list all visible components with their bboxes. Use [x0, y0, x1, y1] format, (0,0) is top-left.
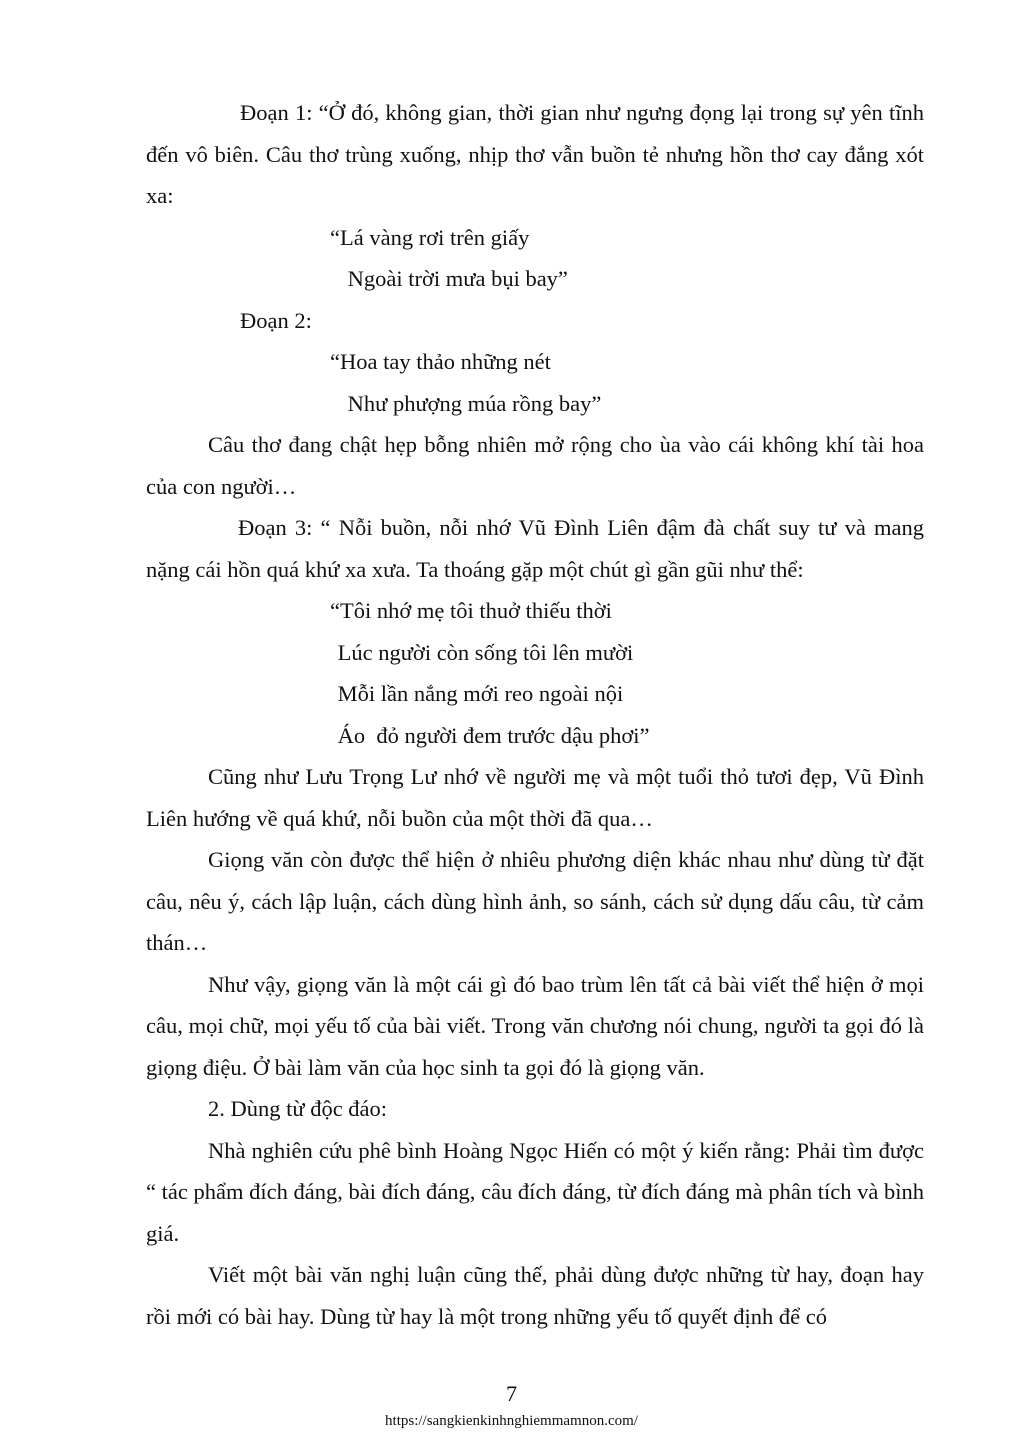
verse-line: “Hoa tay thảo những nét — [330, 349, 551, 374]
paragraph-conclusion: Như vậy, giọng văn là một cái gì đó bao trùm lên tất cả bài viết thể hiện ở mọi câu, mọi chữ, mọi yếu tố của bài viết. Trong văn chương nói chung, người ta gọi đó là giọng điệu. Ở bài làm văn của học sinh ta gọi đó là giọng văn. — [146, 971, 924, 1080]
paragraph-comment-2: Câu thơ đang chật hẹp bỗng nhiên mở rộng cho ùa vào cái không khí tài hoa của con người… — [146, 432, 924, 499]
paragraph-comparison: Cũng như Lưu Trọng Lư nhớ về người mẹ và một tuổi thỏ tươi đẹp, Vũ Đình Liên hướng về quá khứ, nỗi buồn của một thời đã qua… — [146, 764, 924, 831]
paragraph-quote-hoang-ngoc-hien: Nhà nghiên cứu phê bình Hoàng Ngọc Hiến có một ý kiến rằng: Phải tìm được “ tác phẩm đích đáng, bài đích đáng, câu đích đáng, từ đích đáng mà phân tích và bình giá. — [146, 1137, 924, 1246]
verse-line: Áo đỏ người đem trước dậu phơi” — [332, 722, 650, 748]
paragraph-doan-1: Đoạn 1: “Ở đó, không gian, thời gian như ngưng đọng lại trong sự yên tĩnh đến vô biên. Câu thơ trùng xuống, nhịp thơ vẫn buồn tẻ nhưng hồn thơ cay đắng xót xa: — [146, 100, 924, 208]
verse-line: Như phượng múa rồng bay” — [342, 390, 602, 416]
page-body — [146, 92, 924, 1337]
verse-line: Lúc người còn sống tôi lên mười — [332, 639, 634, 665]
footer-url: https://sangkienkinhnghiemmamnon.com/ — [385, 1413, 638, 1429]
paragraph-doan-3: Đoạn 3: “ Nỗi buồn, nỗi nhớ Vũ Đình Liên đậm đà chất suy tư và mang nặng cái hồn quá khứ xa xưa. Ta thoáng gặp một chút gì gần gũi như thể: — [146, 515, 924, 582]
verse-line: Mỗi lần nắng mới reo ngoài nội — [332, 681, 624, 706]
paragraph-word-choice: Viết một bài văn nghị luận cũng thế, phải dùng được những từ hay, đoạn hay rồi mới có bài hay. Dùng từ hay là một trong những yếu tố quyết định để có — [146, 1262, 924, 1329]
verse-line: “Tôi nhớ mẹ tôi thuở thiếu thời — [330, 598, 612, 623]
page-number: 7 — [506, 1381, 517, 1406]
section-heading-2: 2. Dùng từ độc đáo: — [208, 1096, 388, 1121]
verse-line: Ngoài trời mưa bụi bay” — [342, 266, 568, 291]
paragraph-voice-aspects: Giọng văn còn được thể hiện ở nhiêu phương diện khác nhau như dùng từ đặt câu, nêu ý, cách lập luận, cách dùng hình ảnh, so sánh, cách sử dụng dấu câu, từ cảm thán… — [146, 847, 924, 955]
label-doan-2: Đoạn 2: — [240, 307, 312, 333]
verse-line: “Lá vàng rơi trên giấy — [330, 224, 530, 250]
